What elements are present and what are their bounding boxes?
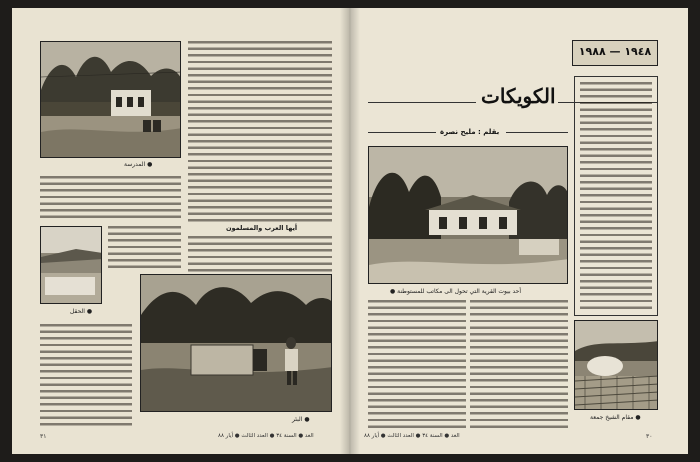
page-folio: الغد ● السنة ٣٤ ● العدد الثالث ● أيار ٨٨ (364, 433, 460, 439)
well-caption: ● البئر (292, 416, 310, 423)
left-page (12, 8, 350, 454)
shrine-photo (574, 320, 658, 410)
houses-photo (368, 146, 568, 284)
title-rule (368, 102, 476, 103)
school-caption: ● المدرسة (124, 161, 153, 168)
school-photo (40, 41, 181, 158)
page-number: ٣٠ (646, 433, 653, 440)
byline: بقلم : مليح نصرة (440, 128, 500, 136)
text-column (188, 236, 332, 272)
field-photo (40, 226, 102, 304)
right-page (350, 8, 688, 454)
intro-text (580, 82, 652, 310)
section-heading: أيها العرب والمسلمون (226, 224, 298, 232)
field-caption: ● الحقل (70, 308, 93, 315)
text-column (188, 41, 332, 224)
byline-rule (506, 132, 568, 133)
text-column (40, 324, 132, 429)
page-number: ٣١ (40, 433, 47, 440)
page-folio: الغد ● السنة ٣٤ ● العدد الثالث ● أيار ٨٨ (218, 433, 314, 439)
byline-rule (368, 132, 436, 133)
well-photo (140, 274, 332, 412)
magazine-spread (12, 8, 688, 454)
text-column (108, 226, 181, 272)
text-column (470, 300, 568, 428)
shrine-caption: ● مقام الشيخ جمعة (590, 414, 641, 421)
text-column (40, 176, 181, 222)
text-column (368, 300, 466, 428)
houses-caption: أحد بيوت القرية التي تحول الى مكاتب للمستوطنة ● (390, 288, 522, 295)
years-box: ١٩٤٨ — ١٩٨٨ (572, 40, 658, 66)
page-gutter (340, 8, 360, 454)
article-title: الكويكات (481, 84, 556, 108)
